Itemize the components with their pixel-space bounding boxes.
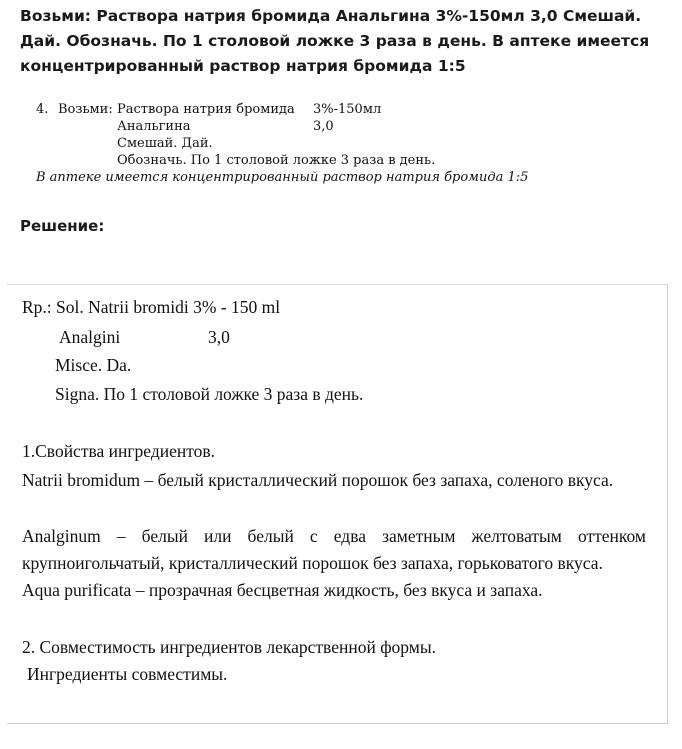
task-amount-1: 3%-150мл bbox=[313, 102, 382, 117]
aqua-description: Aqua purificata – прозрачная бесцветная жидкость, без вкуса и запаха. bbox=[22, 580, 543, 600]
natrii-description: Natrii bromidum – белый кристаллический порошок без запаха, соленого вкуса. bbox=[22, 470, 614, 490]
task-number: 4. bbox=[36, 102, 49, 117]
section1-title: 1.Свойства ингредиентов. bbox=[22, 441, 216, 461]
task-amount-2: 3,0 bbox=[313, 119, 334, 134]
analgini-name: Analgini bbox=[59, 327, 121, 347]
task-ingredient-1: Раствора натрия бромида bbox=[117, 102, 295, 117]
task-signa: Обозначь. По 1 столовой ложке 3 раза в день. bbox=[117, 153, 436, 168]
task-take-word: Возьми: bbox=[58, 102, 113, 117]
rp-line: Rp.: Sol. Natrii bromidi 3% - 150 ml bbox=[22, 297, 281, 317]
task-mix: Смешай. Дай. bbox=[117, 136, 213, 151]
task-note: В аптеке имеется концентрированный раствор натрия бромида 1:5 bbox=[36, 170, 529, 185]
solution-box bbox=[7, 284, 668, 724]
solution-label: Решение: bbox=[20, 217, 105, 235]
misce-line: Misce. Da. bbox=[55, 355, 132, 375]
analgini-amount: 3,0 bbox=[208, 327, 230, 347]
section2-result: Ингредиенты совместимы. bbox=[27, 664, 228, 684]
section2-title: 2. Совместимость ингредиентов лекарственной формы. bbox=[22, 637, 436, 657]
task-ingredient-2: Анальгина bbox=[117, 119, 191, 134]
signa-line: Signa. По 1 столовой ложке 3 раза в день. bbox=[55, 384, 364, 404]
task-heading: Возьми: Раствора натрия бромида Анальгина 3%-150мл 3,0 Смешай. Дай. Обозначь. По 1 столовой ложке 3 раза в день. В аптеке имеется концентрированный раствор натрия бромида 1:5 bbox=[20, 7, 650, 75]
analginum-description: Analginum – белый или белый с едва заметным желтоватым оттенком крупноигольчатый, кристаллический порошок без запаха, горьковатого вкуса. bbox=[22, 526, 646, 573]
